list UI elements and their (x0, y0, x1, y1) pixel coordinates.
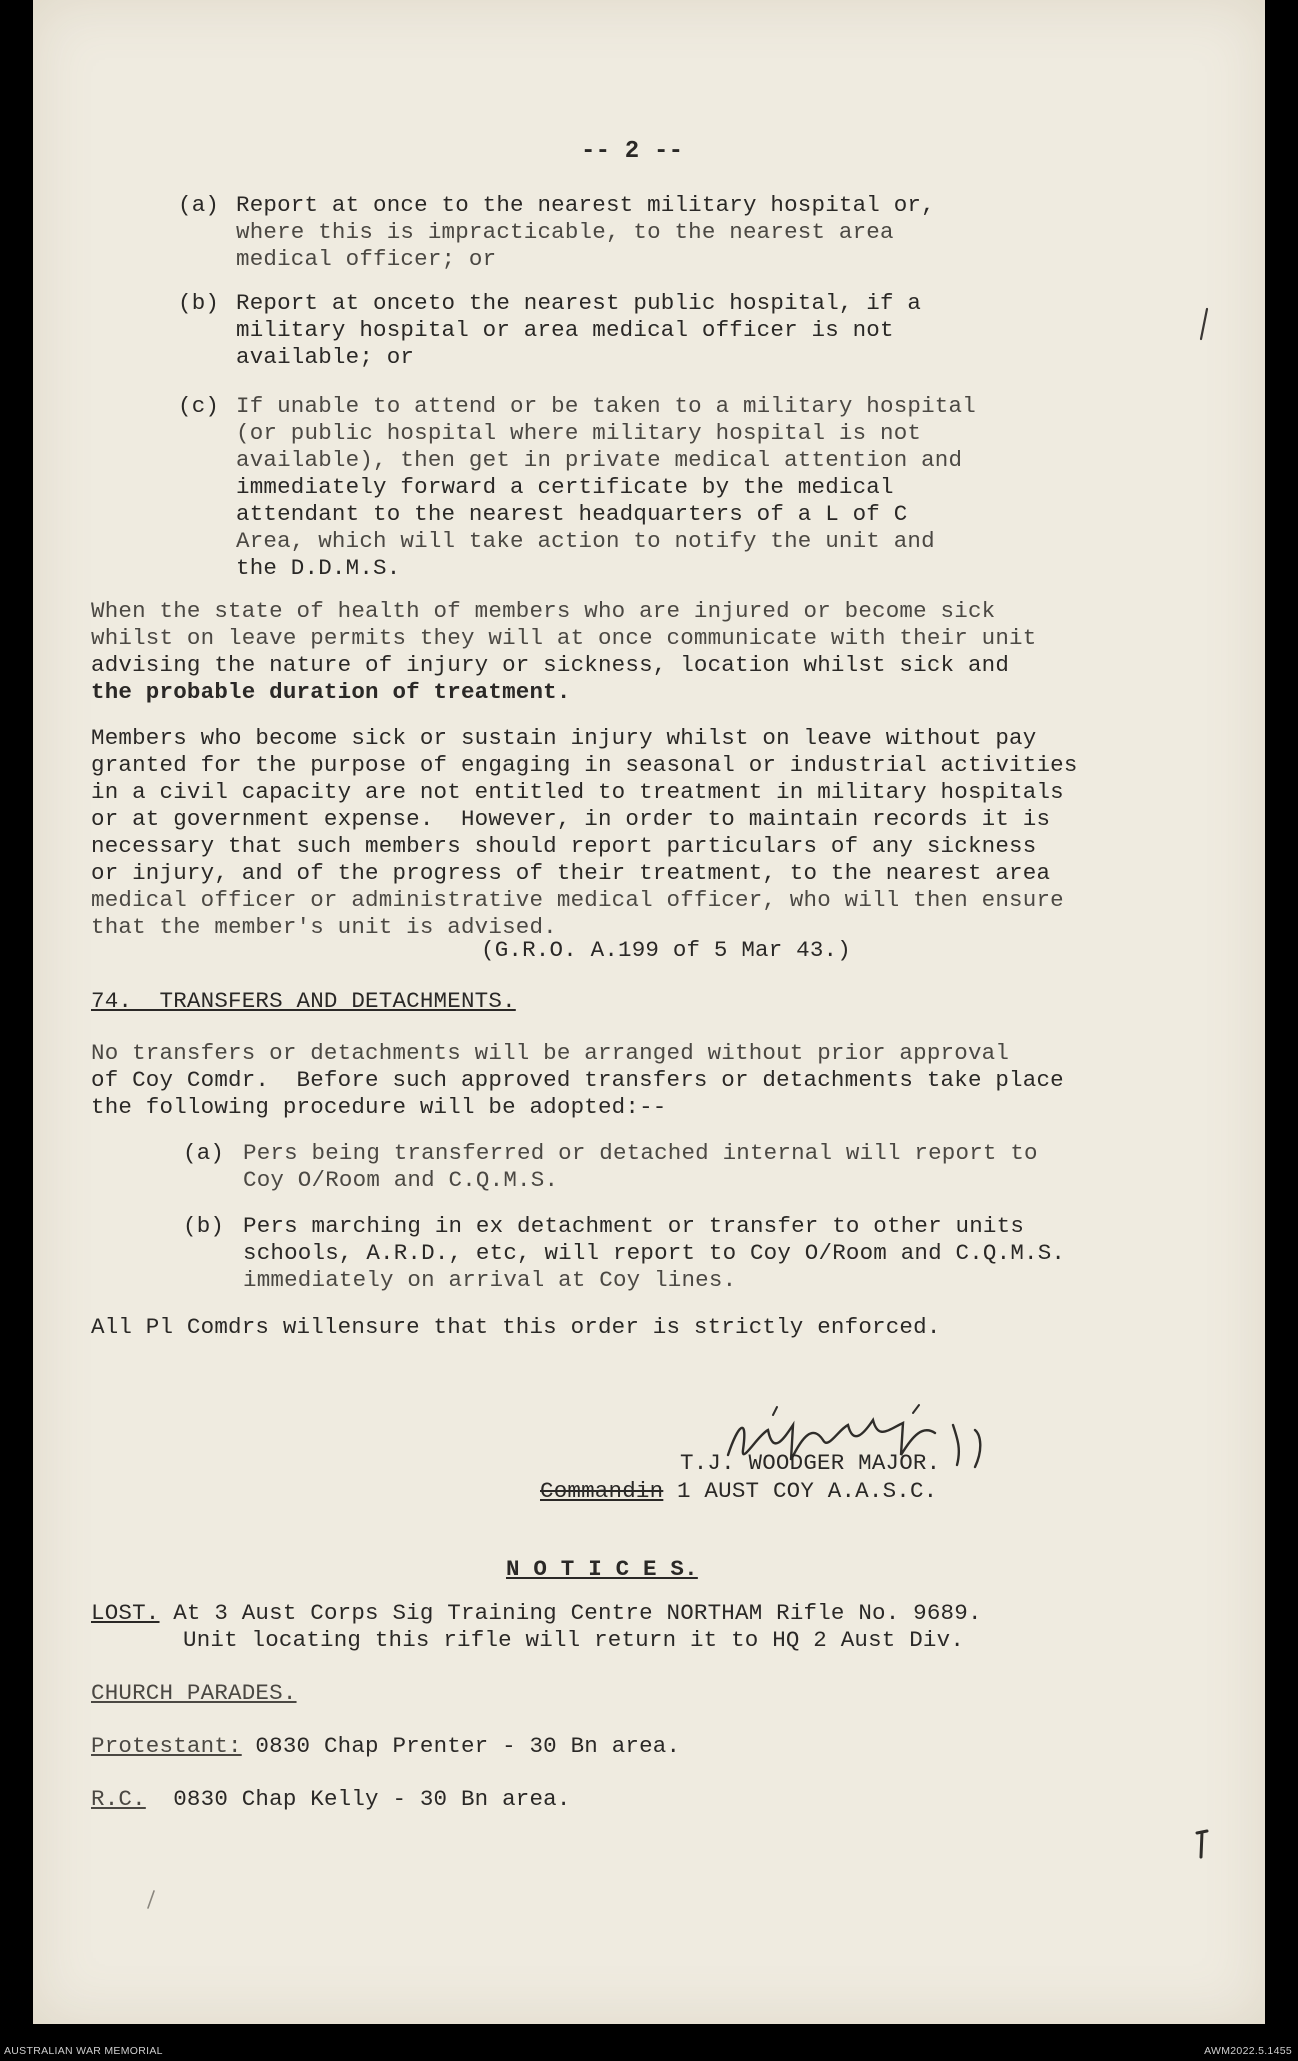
section-item-a-line: Coy O/Room and C.Q.M.S. (243, 1167, 559, 1193)
church-parades-heading: CHURCH PARADES. (91, 1680, 297, 1706)
list-item-b-line: available; or (236, 344, 415, 370)
paragraph-line: or injury, and of the progress of their treatment, to the nearest area (91, 860, 1051, 886)
paragraph-line: necessary that such members should report particulars of any sickness (91, 833, 1037, 859)
list-item-a-line: medical officer; or (236, 246, 497, 272)
list-label-c: (c) (178, 393, 220, 419)
notices-heading: N O T I C E S. (506, 1556, 698, 1582)
list-label-a: (a) (178, 192, 220, 218)
paragraph-line: that the member's unit is advised. (91, 914, 557, 940)
footer-archive-name: AUSTRALIAN WAR MEMORIAL (4, 2045, 163, 2057)
section-item-b-line: Pers marching in ex detachment or transfer to other units (243, 1213, 1025, 1239)
signatory-title (540, 1478, 937, 1506)
section-item-b-line: immediately on arrival at Coy lines. (243, 1267, 737, 1293)
section-paragraph-line: the following procedure will be adopted:-- (91, 1094, 667, 1120)
paragraph-line: in a civil capacity are not entitled to treatment in military hospitals (91, 779, 1064, 805)
list-item-c-line: (or public hospital where military hospital is not (236, 420, 922, 446)
page-number: -- 2 -- (581, 138, 684, 165)
church-protestant-line (91, 1733, 680, 1761)
paragraph-line: medical officer or administrative medical officer, who will then ensure (91, 887, 1064, 913)
paragraph-line: Members who become sick or sustain injury whilst on leave without pay (91, 725, 1037, 751)
church-rc-line (91, 1786, 571, 1814)
section-heading: 74. TRANSFERS AND DETACHMENTS. (91, 988, 516, 1014)
list-label-b: (b) (178, 290, 220, 316)
document-page (33, 0, 1265, 2024)
rc-label: R.C. (91, 1786, 146, 1812)
lost-notice-line: Unit locating this rifle will return it to HQ 2 Aust Div. (183, 1627, 965, 1653)
paragraph-line: When the state of health of members who are injured or become sick (91, 598, 996, 624)
paragraph-line: granted for the purpose of engaging in seasonal or industrial activities (91, 752, 1078, 778)
section-item-label-a: (a) (183, 1140, 225, 1166)
footer-bar (0, 2024, 1298, 2061)
closing-line: All Pl Comdrs willensure that this order is strictly enforced. (91, 1314, 941, 1340)
signatory-title-rest: 1 AUST COY A.A.S.C. (663, 1478, 938, 1504)
list-item-b-line: Report at onceto the nearest public hospital, if a (236, 290, 922, 316)
section-paragraph-line: No transfers or detachments will be arranged without prior approval (91, 1040, 1010, 1066)
list-item-c-line: the D.D.M.S. (236, 555, 401, 581)
list-item-c-line: If unable to attend or be taken to a military hospital (236, 393, 976, 419)
paragraph-line: or at government expense. However, in order to maintain records it is (91, 806, 1051, 832)
signatory-title-struck: Commandin (540, 1478, 664, 1504)
section-item-label-b: (b) (183, 1213, 225, 1239)
list-item-c-line: available), then get in private medical attention and (236, 447, 963, 473)
lost-notice-line (91, 1600, 982, 1628)
paragraph-line: whilst on leave permits they will at once communicate with their unit (91, 625, 1037, 651)
pencil-mark (143, 1888, 159, 1914)
list-item-c-line: immediately forward a certificate by the medical (236, 474, 894, 500)
lost-label: LOST. (91, 1600, 160, 1626)
protestant-label: Protestant: (91, 1733, 242, 1759)
paragraph-line: advising the nature of injury or sickness, location whilst sick and (91, 652, 1010, 678)
protestant-text: 0830 Chap Prenter - 30 Bn area. (241, 1733, 681, 1759)
rc-text: 0830 Chap Kelly - 30 Bn area. (145, 1786, 571, 1812)
signatory-name: T.J. WOODGER MAJOR. (680, 1450, 941, 1476)
list-item-a-line: Report at once to the nearest military hospital or, (236, 192, 935, 218)
section-item-a-line: Pers being transferred or detached internal will report to (243, 1140, 1038, 1166)
pencil-mark (1195, 305, 1215, 345)
footer-accession-number: AWM2022.5.1455 (1204, 2045, 1292, 2057)
list-item-c-line: attendant to the nearest headquarters of a L of C (236, 501, 908, 527)
section-item-b-line: schools, A.R.D., etc, will report to Coy O/Room and C.Q.M.S. (243, 1240, 1066, 1266)
lost-text: At 3 Aust Corps Sig Training Centre NORTHAM Rifle No. 9689. (159, 1600, 982, 1626)
paragraph-line: the probable duration of treatment. (91, 679, 571, 705)
section-paragraph-line: of Coy Comdr. Before such approved transfers or detachments take place (91, 1067, 1064, 1093)
list-item-a-line: where this is impracticable, to the nearest area (236, 219, 894, 245)
order-reference: (G.R.O. A.199 of 5 Mar 43.) (481, 937, 851, 963)
list-item-c-line: Area, which will take action to notify the unit and (236, 528, 935, 554)
pencil-mark (1193, 1825, 1213, 1865)
list-item-b-line: military hospital or area medical officer is not (236, 317, 894, 343)
